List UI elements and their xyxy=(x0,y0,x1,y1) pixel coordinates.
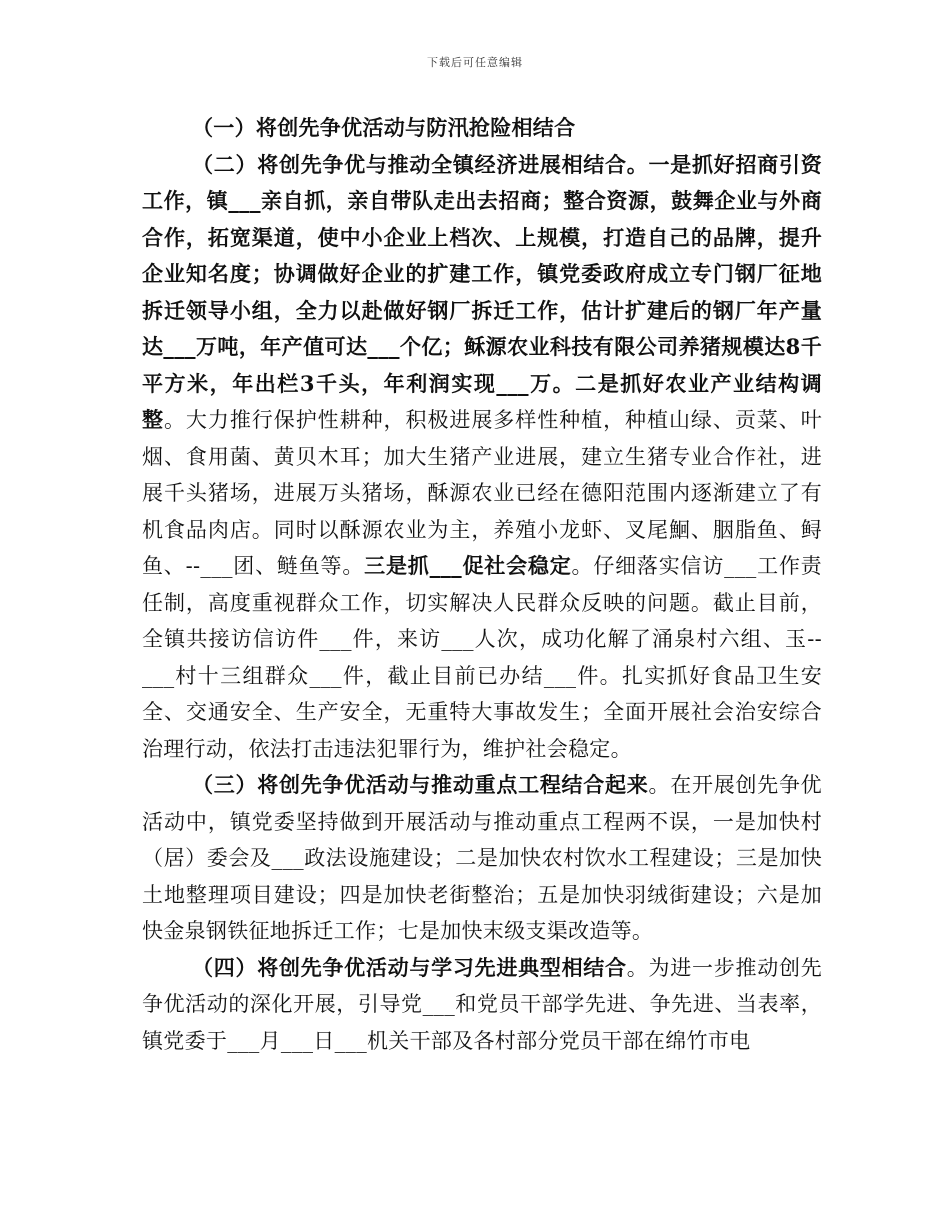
section-2-paragraph xyxy=(142,147,822,768)
document-body xyxy=(142,110,822,1059)
section-4-heading: （四）将创先争优活动与学习先进典型相结合 xyxy=(192,954,627,980)
section-2-subheading: 三是抓___促社会稳定 xyxy=(364,553,572,578)
section-1-heading: （一）将创先争优活动与防汛抢险相结合 xyxy=(192,115,576,140)
section-2-body-2: 。仔细落实信访___工作责任制，高度重视群众工作，切实解决人民群众反映的问题。截止目前，全镇共接访信访件___件，来访___人次，成功化解了涌泉村六组、玉--___村十三组群众___件，截止目前已办结___件。扎实抓好食品卫生安全、交通安全、生产安全，无重特大事故发生；全面开展社会治安综合治理行动，依法打击违法犯罪行为，维护社会稳定。 xyxy=(142,554,822,761)
section-2-heading: （二）将创先争优与推动全镇经济进展相结合。一是抓好招商引资工作，镇___亲自抓，亲自带队走出去招商；整合资源，鼓舞企业与外商合作，拓宽渠道，使中小企业上档次、上规模，打造自己的品牌，提升企业知名度；协调做好企业的扩建工作，镇党委政府成立专门钢厂征地拆迁领导小组，全力以赴做好钢厂拆迁工作，估计扩建后的钢厂年产量达___万吨，年产值可达___个亿；稣源农业科技有限公司养猪规模达8千平方米，年出栏3千头，年利润实现___万。二是抓好农业产业结构调整 xyxy=(142,151,822,432)
section-4-paragraph xyxy=(142,950,822,1060)
section-4-body: 。为进一步推动创先争优活动的深化开展，引导党___和党员干部学先进、争先进、当表率，镇党委于___月___日___机关干部及各村部分党员干部在绵竹市电 xyxy=(142,955,822,1053)
section-2-body: 。大力推行保护性耕种，积极进展多样性种植，种植山绿、贡菜、叶烟、食用菌、黄贝木耳；加大生猪产业进展，建立生猪专业合作社，进展千头猪场，进展万头猪场，酥源农业已经在德阳范围内逐渐建立了有机食品肉店。同时以酥源农业为主，养殖小龙虾、叉尾鮰、胭脂鱼、鲟鱼、--___团、鲢鱼等。 xyxy=(142,408,822,578)
section-3-paragraph xyxy=(142,767,822,950)
page-header: 下载后可任意编辑 xyxy=(427,56,523,69)
section-3-body: 。在开展创先争优活动中，镇党委坚持做到开展活动与推动重点工程两不误，一是加快村（居）委会及___政法设施建设；二是加快农村饮水工程建设；三是加快土地整理项目建设；四是加快老街整治；五是加快羽绒街建设；六是加快金泉钢铁征地拆迁工作；七是加快末级支渠改造等。 xyxy=(142,773,822,943)
section-3-heading: （三）将创先争优活动与推动重点工程结合起来 xyxy=(192,772,649,797)
